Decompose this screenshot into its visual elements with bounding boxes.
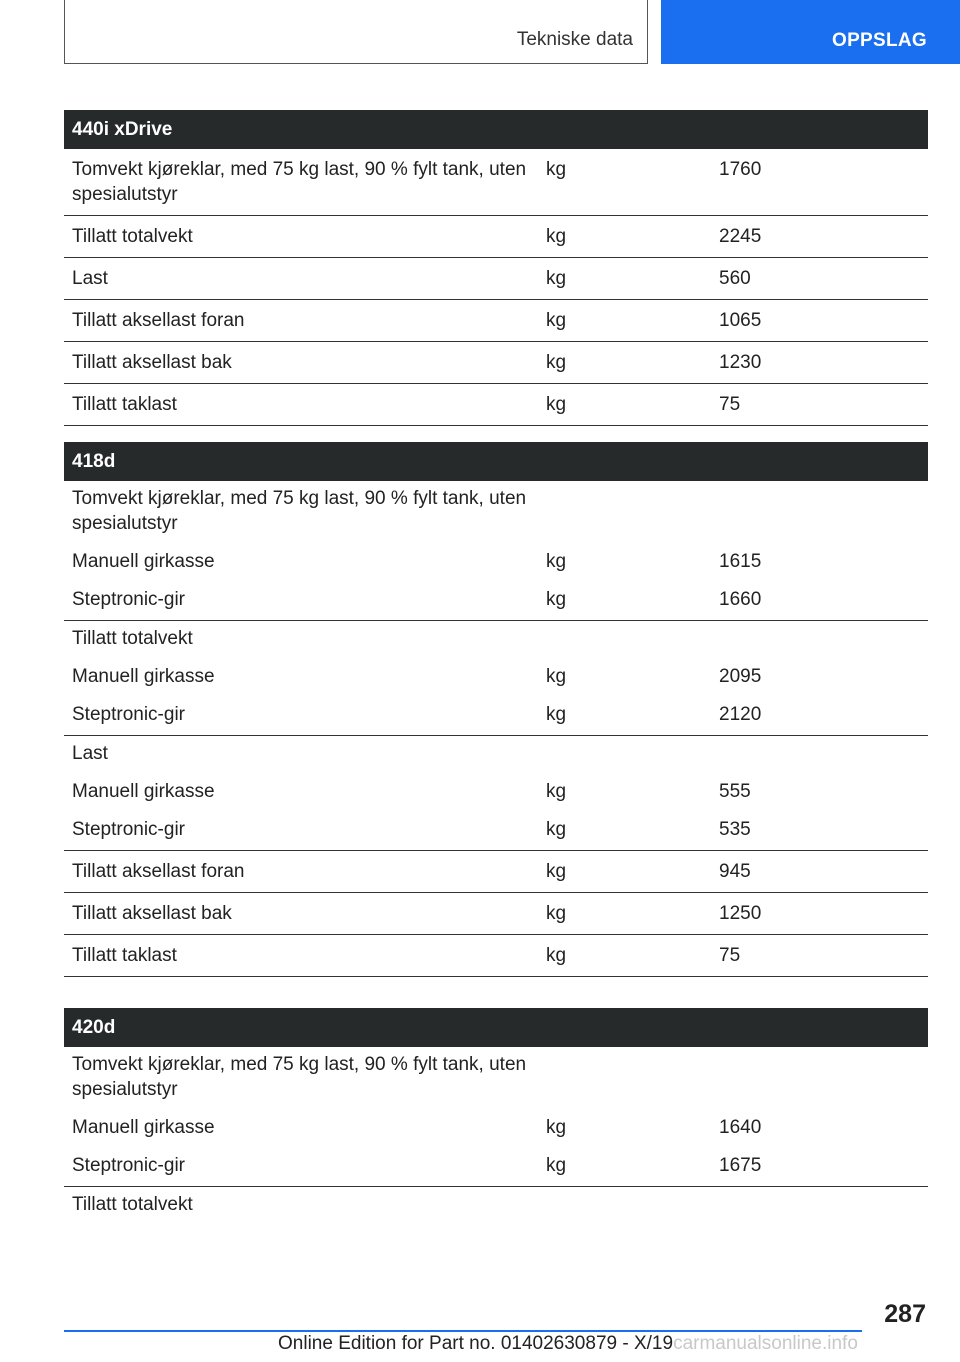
row-label: Tillatt totalvekt [72,226,193,247]
row-unit: kg [546,352,567,373]
row-label: Tillatt taklast [72,945,177,966]
table-row [64,544,928,582]
table-row [64,342,928,384]
group-label: Tomvekt kjøreklar, med 75 kg last, 90 % fylt tank, uten spesialutstyr [72,488,527,534]
header-tab[interactable] [661,0,960,64]
row-value: 75 [719,394,741,415]
table-row [64,1148,928,1187]
row-unit: kg [546,159,567,180]
row-value: 945 [719,861,751,882]
table-row [64,300,928,342]
row-label: Tillatt aksellast foran [72,861,245,882]
table-row [64,216,928,258]
section-title: 440i xDrive [64,110,928,149]
row-label: Steptronic-gir [72,704,185,725]
spec-table-420d [64,1008,928,1225]
table-row [64,812,928,851]
table-row [64,935,928,977]
page-number: 287 [884,1300,926,1328]
group-label: Tillatt totalvekt [72,628,193,649]
row-unit: kg [546,226,567,247]
row-unit: kg [546,268,567,289]
row-value: 1615 [719,551,762,572]
row-label: Tillatt aksellast foran [72,310,245,331]
group-heading [64,621,928,659]
table-row [64,893,928,935]
row-unit: kg [546,903,567,924]
row-label: Tomvekt kjøreklar, med 75 kg last, 90 % fylt tank, uten spesialutstyr [72,159,527,205]
row-value: 555 [719,781,751,802]
row-unit: kg [546,861,567,882]
row-unit: kg [546,945,567,966]
row-value: 2120 [719,704,762,725]
spec-table-440i [64,110,928,426]
table-row [64,774,928,812]
row-unit: kg [546,310,567,331]
header-section-label: Tekniske data [516,29,633,50]
row-label: Steptronic-gir [72,1155,185,1176]
row-label: Manuell girkasse [72,781,215,802]
group-heading [64,481,928,544]
row-value: 1065 [719,310,762,331]
row-label: Steptronic-gir [72,589,185,610]
table-row [64,258,928,300]
row-value: 1230 [719,352,762,373]
spec-table-418d [64,442,928,977]
row-label: Manuell girkasse [72,551,215,572]
row-unit: kg [546,551,567,572]
footer-watermark: carmanualsonline.info [673,1333,858,1354]
row-unit: kg [546,819,567,840]
table-row [64,582,928,621]
table-row [64,659,928,697]
table-row [64,384,928,426]
row-label: Manuell girkasse [72,1117,215,1138]
group-label: Last [72,743,108,764]
row-unit: kg [546,1155,567,1176]
row-value: 75 [719,945,741,966]
group-heading [64,1187,928,1225]
row-value: 1660 [719,589,762,610]
row-value: 1640 [719,1117,762,1138]
row-unit: kg [546,394,567,415]
group-label: Tomvekt kjøreklar, med 75 kg last, 90 % fylt tank, uten spesialutstyr [72,1054,527,1100]
footer-divider [64,1330,862,1332]
row-label: Tillatt aksellast bak [72,352,232,373]
group-heading [64,1047,928,1110]
row-unit: kg [546,589,567,610]
row-unit: kg [546,781,567,802]
section-title: 418d [64,442,928,481]
row-value: 535 [719,819,751,840]
group-heading [64,736,928,774]
footer-edition [278,1333,858,1355]
row-value: 2245 [719,226,762,247]
header-section-box [64,0,648,64]
row-label: Steptronic-gir [72,819,185,840]
section-title: 420d [64,1008,928,1047]
footer-edition-text: Online Edition for Part no. 01402630879 - X/19 [278,1333,674,1354]
table-row [64,697,928,736]
row-unit: kg [546,704,567,725]
row-value: 1760 [719,159,762,180]
row-unit: kg [546,666,567,687]
row-label: Last [72,268,108,289]
row-value: 560 [719,268,751,289]
row-value: 2095 [719,666,762,687]
row-label: Tillatt taklast [72,394,177,415]
row-label: Manuell girkasse [72,666,215,687]
row-unit: kg [546,1117,567,1138]
row-value: 1250 [719,903,762,924]
table-row [64,1110,928,1148]
row-value: 1675 [719,1155,762,1176]
group-label: Tillatt totalvekt [72,1194,193,1215]
table-row [64,851,928,893]
table-row [64,149,928,216]
header-tab-label: OPPSLAG [831,30,927,51]
row-label: Tillatt aksellast bak [72,903,232,924]
